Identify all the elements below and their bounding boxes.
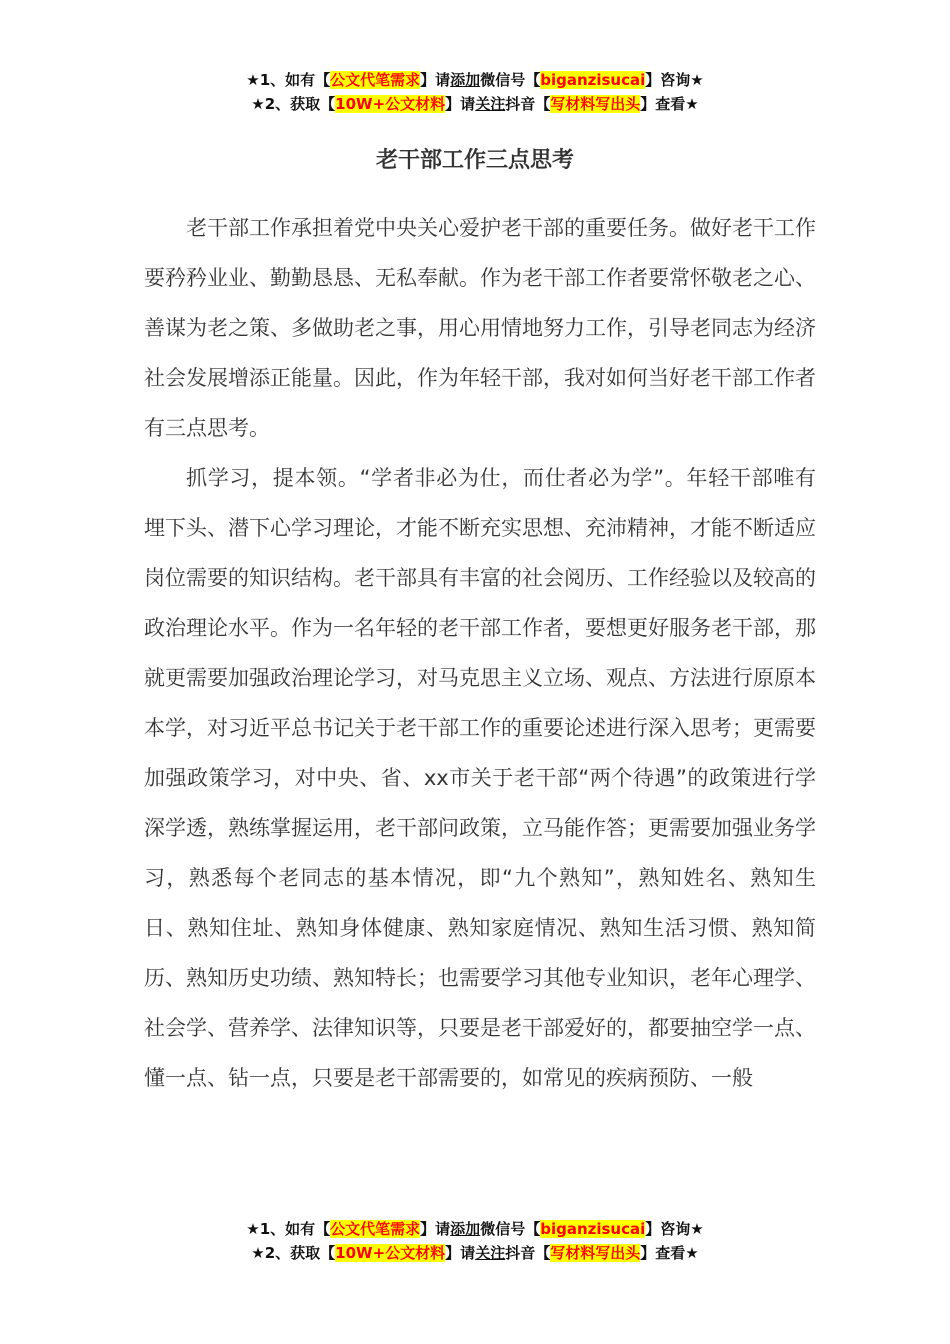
- banner-highlight: 写材料写出头: [550, 1244, 641, 1262]
- star-icon: ★: [685, 1244, 699, 1262]
- banner-text: 】请: [420, 71, 451, 89]
- banner-text: 抖音【: [505, 1244, 551, 1262]
- banner-line-1: [0, 68, 950, 92]
- star-icon: ★: [685, 95, 699, 113]
- banner-line-2: [0, 1241, 950, 1265]
- banner-text: 微信号【: [480, 71, 541, 89]
- document-title: 老干部工作三点思考: [375, 148, 574, 173]
- star-icon: ★: [251, 1244, 265, 1262]
- header-banner: [0, 68, 950, 116]
- banner-highlight: 写材料写出头: [550, 95, 641, 113]
- banner-highlight: 10W+公文材料: [335, 1244, 446, 1262]
- star-icon: ★: [246, 1220, 260, 1238]
- star-icon: ★: [690, 71, 704, 89]
- star-icon: ★: [690, 1220, 704, 1238]
- banner-line-1: [0, 1217, 950, 1241]
- banner-highlight: biganzisucai: [540, 71, 646, 89]
- banner-text: 2、获取【: [264, 1244, 336, 1262]
- banner-text: 】查看: [640, 1244, 686, 1262]
- paragraph: 老干部工作承担着党中央关心爱护老干部的重要任务。做好老干工作要矜矜业业、勤勤恳恳、无私奉献。作为老干部工作者要常怀敬老之心、善谋为老之策、多做助老之事，用心用情地努力工作，引导老同志为经济社会发展增添正能量。因此，作为年轻干部，我对如何当好老干部工作者有三点思考。: [144, 216, 816, 440]
- banner-text: 2、获取【: [264, 95, 336, 113]
- banner-highlight: 10W+公文材料: [335, 95, 446, 113]
- banner-text: 1、如有【: [259, 1220, 331, 1238]
- banner-text: 1、如有【: [259, 71, 331, 89]
- star-icon: ★: [246, 71, 260, 89]
- banner-text: 】请: [445, 1244, 476, 1262]
- banner-underline: 关注: [475, 1244, 506, 1262]
- banner-text: 】请: [420, 1220, 451, 1238]
- banner-text: 】咨询: [645, 1220, 691, 1238]
- banner-highlight: biganzisucai: [540, 1220, 646, 1238]
- paragraph: 抓学习，提本领。“学者非必为仕，而仕者必为学”。年轻干部唯有埋下头、潜下心学习理论，才能不断充实思想、充沛精神，才能不断适应岗位需要的知识结构。老干部具有丰富的社会阅历、工作经验以及较高的政治理论水平。作为一名年轻的老干部工作者，要想更好服务老干部，那就更需要加强政治理论学习，对马克思主义立场、观点、方法进行原原本本学，对习近平总书记关于老干部工作的重要论述进行深入思考；更需要加强政策学习，对中央、省、xx市关于老干部“两个待遇”的政策进行学深学透，熟练掌握运用，老干部问政策，立马能作答；更需要加强业务学习，熟悉每个老同志的基本情况，即“九个熟知”，熟知姓名、熟知生日、熟知住址、熟知身体健康、熟知家庭情况、熟知生活习惯、熟知简历、熟知历史功绩、熟知特长；也需要学习其他专业知识，老年心理学、社会学、营养学、法律知识等，只要是老干部爱好的，都要抽空学一点、懂一点、钻一点，只要是老干部需要的，如常见的疾病预防、一般: [144, 466, 816, 1090]
- banner-highlight: 公文代笔需求: [330, 1220, 421, 1238]
- banner-underline: 添加: [450, 71, 481, 89]
- banner-underline: 关注: [475, 95, 506, 113]
- banner-line-2: [0, 92, 950, 116]
- document-body: [144, 203, 816, 1103]
- footer-banner: [0, 1217, 950, 1265]
- banner-text: 】咨询: [645, 71, 691, 89]
- star-icon: ★: [251, 95, 265, 113]
- banner-highlight: 公文代笔需求: [330, 71, 421, 89]
- banner-underline: 添加: [450, 1220, 481, 1238]
- banner-text: 微信号【: [480, 1220, 541, 1238]
- banner-text: 】请: [445, 95, 476, 113]
- banner-text: 】查看: [640, 95, 686, 113]
- banner-text: 抖音【: [505, 95, 551, 113]
